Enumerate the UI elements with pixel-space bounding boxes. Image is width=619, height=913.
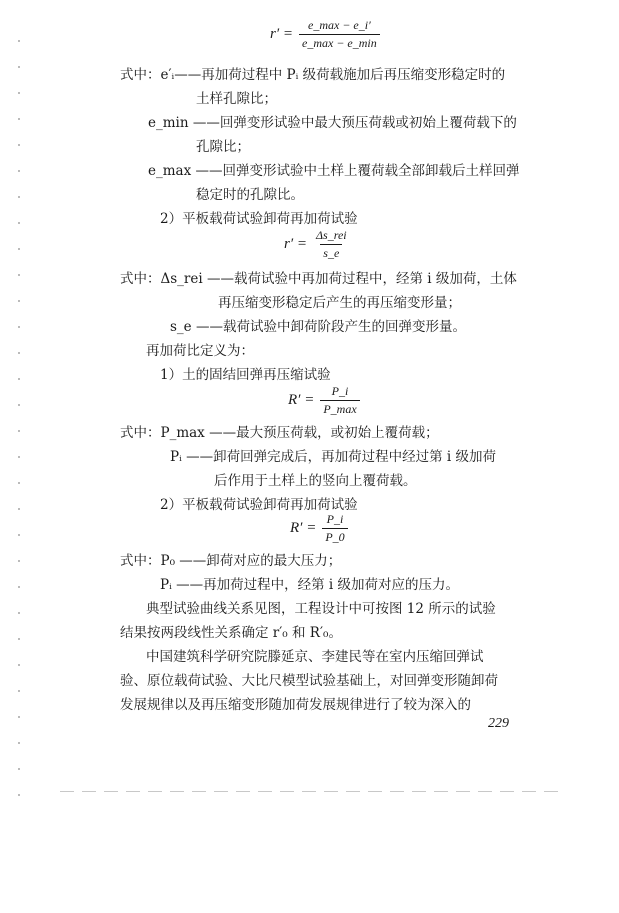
text-line: e_min ——回弹变形试验中最大预压荷载或初始上覆荷载下的	[148, 115, 517, 131]
denominator: e_max − e_min	[299, 34, 380, 51]
formula-settlement-ratio	[284, 228, 350, 261]
section-heading: 2）平板载荷试验卸荷再加荷试验	[160, 497, 358, 513]
scan-margin-marks	[18, 40, 20, 800]
numerator: e_max − e_i′	[308, 18, 371, 32]
section-heading: 2）平板载荷试验卸荷再加荷试验	[160, 211, 358, 227]
paragraph-line: 结果按两段线性关系确定 r′₀ 和 R′₀。	[120, 625, 342, 641]
formula-void-ratio	[270, 18, 380, 51]
text-line: 再压缩变形稳定后产生的再压缩变形量；	[218, 295, 461, 311]
text-line: 稳定时的孔隙比。	[196, 187, 304, 203]
paragraph-line: 中国建筑科学研究院滕延京、李建民等在室内压缩回弹试	[146, 649, 484, 665]
denominator: P_max	[320, 400, 359, 417]
denominator: s_e	[320, 244, 342, 261]
formula-lhs: R′ =	[290, 520, 317, 536]
text-line: 式中：P₀ ——卸荷对应的最大压力；	[120, 553, 342, 569]
formula-reload-ratio	[288, 384, 360, 417]
text-line: 再加荷比定义为：	[146, 343, 254, 359]
denominator: P_0	[322, 528, 347, 545]
paragraph-line: 发展规律以及再压缩变形随加荷发展规律进行了较为深入的	[120, 697, 471, 713]
fraction	[322, 512, 347, 545]
text-line: e_max ——回弹变形试验中土样上覆荷载全部卸载后土样回弹	[148, 163, 520, 179]
text-line: 式中：Δs_rei ——载荷试验中再加荷过程中，经第 i 级加荷，土体	[120, 271, 517, 287]
text-line: 式中：e′ᵢ——再加荷过程中 Pᵢ 级荷载施加后再压缩变形稳定时的	[120, 67, 506, 83]
formula-lhs: r′ =	[284, 236, 307, 252]
text-line: 式中：P_max ——最大预压荷载，或初始上覆荷载；	[120, 425, 439, 441]
scan-bottom-artifact	[60, 791, 560, 792]
paragraph-line: 典型试验曲线关系见图，工程设计中可按图 12 所示的试验	[146, 601, 496, 617]
text-line: 孔隙比；	[196, 139, 250, 155]
paragraph-line: 验、原位载荷试验、大比尺模型试验基础上，对回弹变形随卸荷	[120, 673, 498, 689]
numerator: Δs_rei	[316, 228, 347, 242]
fraction	[313, 228, 350, 261]
page-number: 229	[488, 716, 509, 731]
formula-lhs: r′ =	[270, 26, 293, 42]
text-line: Pᵢ ——再加荷过程中，经第 i 级加荷对应的压力。	[160, 577, 459, 593]
formula-lhs: R′ =	[288, 392, 315, 408]
numerator: P_i	[331, 384, 349, 398]
fraction	[320, 384, 359, 417]
numerator: P_i	[326, 512, 344, 526]
fraction	[299, 18, 380, 51]
text-line: 土样孔隙比；	[196, 91, 277, 107]
text-line: Pᵢ ——卸荷回弹完成后，再加荷过程中经过第 i 级加荷	[170, 449, 496, 465]
text-line: 后作用于土样上的竖向上覆荷载。	[214, 473, 417, 489]
section-heading: 1）土的固结回弹再压缩试验	[160, 367, 331, 383]
text-line: s_e ——载荷试验中卸荷阶段产生的回弹变形量。	[170, 319, 466, 335]
formula-plate-reload-ratio	[290, 512, 348, 545]
